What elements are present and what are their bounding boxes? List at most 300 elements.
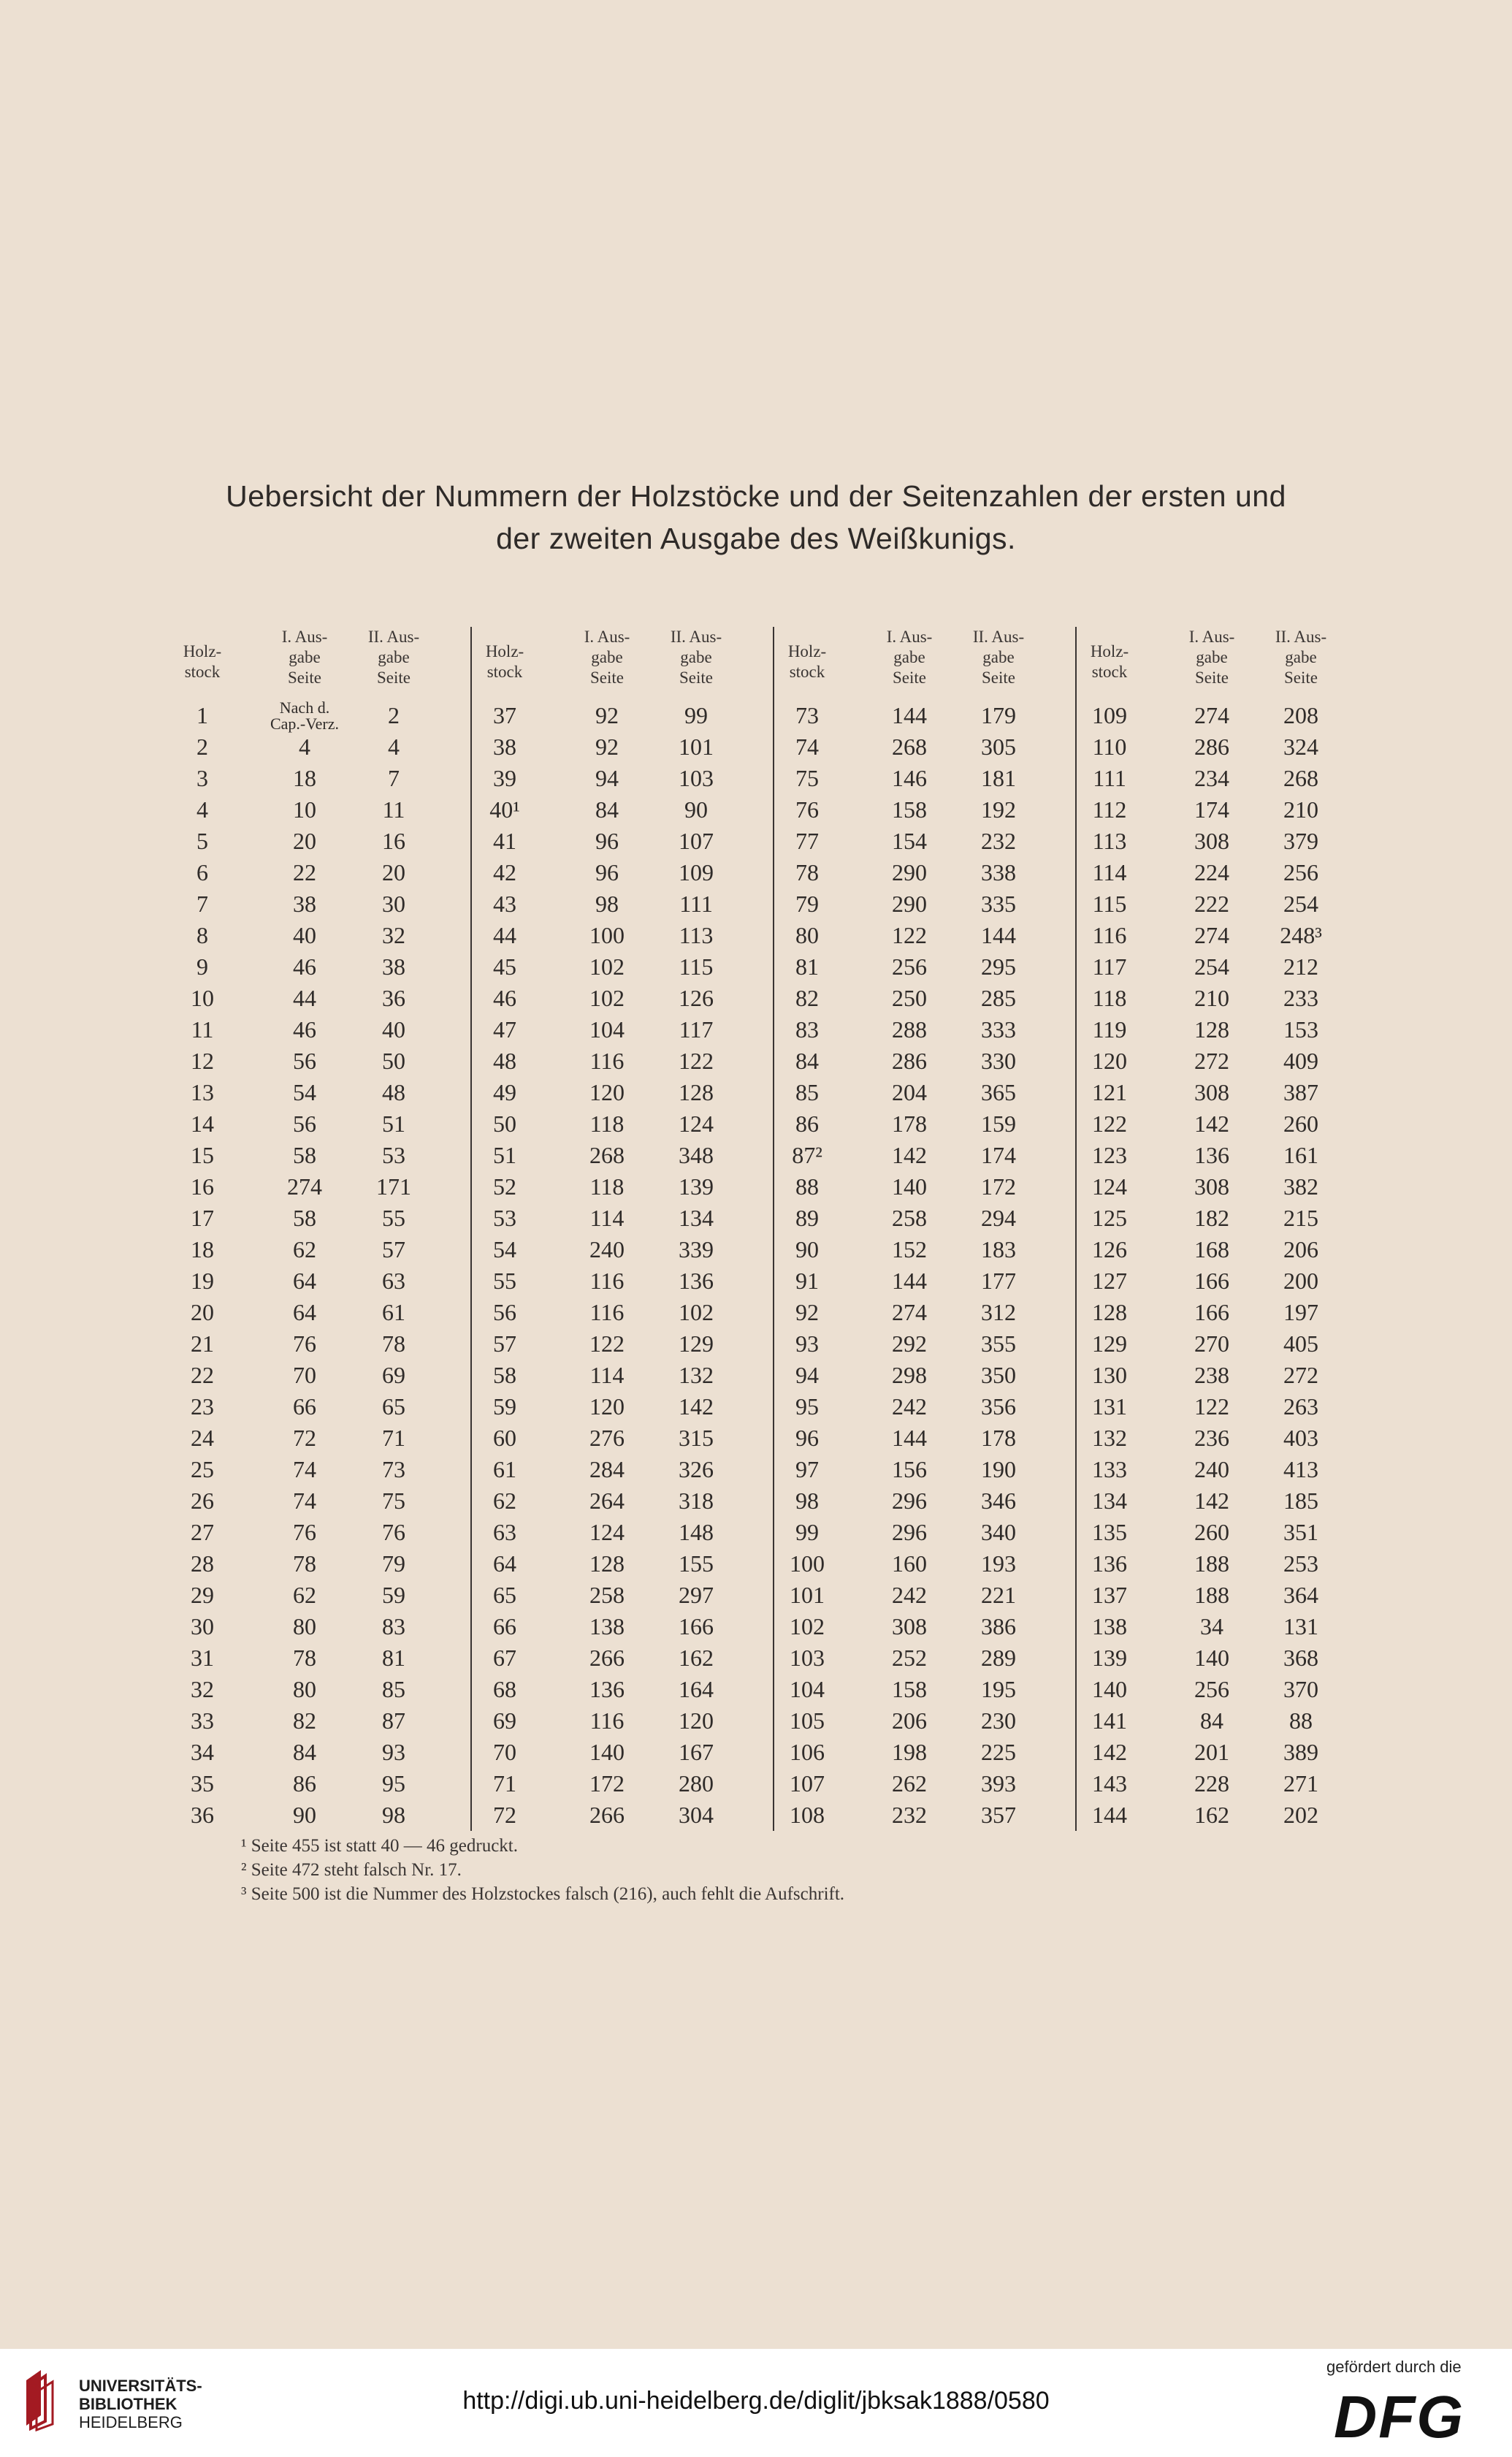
first-edition-page: 96 — [595, 859, 619, 885]
second-edition-page: 280 — [679, 1770, 714, 1797]
second-edition-page: 7 — [388, 765, 400, 791]
first-edition-page: 46 — [293, 1016, 316, 1043]
first-edition-page: 20 — [293, 828, 316, 854]
table-row — [472, 1360, 773, 1391]
table-block — [773, 627, 1075, 1831]
table-row — [774, 1045, 1075, 1077]
second-edition-page: 393 — [981, 1770, 1016, 1797]
first-edition-page: 120 — [589, 1079, 625, 1105]
holzstock-number: 23 — [191, 1393, 214, 1420]
holzstock-number: 131 — [1092, 1393, 1127, 1420]
first-edition-page: 82 — [293, 1707, 316, 1734]
concordance-table — [169, 627, 1378, 1831]
header-first-edition — [567, 627, 647, 688]
first-edition-page: 298 — [892, 1362, 927, 1388]
holzstock-number: 133 — [1092, 1456, 1127, 1482]
table-row — [774, 1674, 1075, 1705]
first-edition-page: 98 — [595, 891, 619, 917]
second-edition-page: 171 — [376, 1173, 411, 1200]
first-edition-page: 228 — [1194, 1770, 1229, 1797]
second-edition-page: 107 — [679, 828, 714, 854]
second-edition-page: 413 — [1283, 1456, 1318, 1482]
first-edition-page: 92 — [595, 734, 619, 760]
table-row — [169, 1768, 470, 1799]
holzstock-number: 47 — [493, 1016, 516, 1043]
table-row — [1077, 1328, 1378, 1360]
table-row — [774, 826, 1075, 857]
holzstock-number: 85 — [795, 1079, 819, 1105]
second-edition-page: 101 — [679, 734, 714, 760]
second-edition-page: 16 — [382, 828, 405, 854]
holzstock-number: 119 — [1092, 1016, 1127, 1043]
first-edition-page: 22 — [293, 859, 316, 885]
second-edition-page: 225 — [981, 1739, 1016, 1765]
holzstock-number: 122 — [1092, 1111, 1127, 1137]
first-edition-page: 308 — [1194, 1173, 1229, 1200]
table-row — [472, 1705, 773, 1737]
first-edition-page: 286 — [892, 1048, 927, 1074]
table-row — [169, 826, 470, 857]
table-row — [169, 1642, 470, 1674]
holzstock-number: 54 — [493, 1236, 516, 1262]
second-edition-page: 131 — [1283, 1613, 1318, 1639]
first-edition-page: 188 — [1194, 1550, 1229, 1577]
table-row — [1077, 1360, 1378, 1391]
second-edition-page: 167 — [679, 1739, 714, 1765]
holzstock-number: 16 — [191, 1173, 214, 1200]
holzstock-number: 129 — [1092, 1330, 1127, 1357]
table-row — [774, 794, 1075, 826]
footnote-3: ³ Seite 500 ist die Nummer des Holzstockes falsch (216), auch fehlt die Aufschrift. — [241, 1884, 845, 1904]
header-line: gabe — [1285, 648, 1317, 666]
first-edition-page: 274 — [1194, 922, 1229, 948]
first-edition-page: 258 — [589, 1582, 625, 1608]
second-edition-page: 142 — [679, 1393, 714, 1420]
second-edition-page: 285 — [981, 985, 1016, 1011]
table-row — [169, 1328, 470, 1360]
table-row — [1077, 1580, 1378, 1611]
first-edition-page: 104 — [589, 1016, 625, 1043]
first-edition-page: 284 — [589, 1456, 625, 1482]
header-second-edition — [354, 627, 434, 688]
holzstock-number: 14 — [191, 1111, 214, 1137]
holzstock-number: 91 — [795, 1268, 819, 1294]
table-row — [1077, 1265, 1378, 1297]
second-edition-page: 370 — [1283, 1676, 1318, 1702]
holzstock-number: 36 — [191, 1802, 214, 1828]
holzstock-number: 46 — [493, 985, 516, 1011]
holzstock-number: 93 — [795, 1330, 819, 1357]
second-edition-page: 389 — [1283, 1739, 1318, 1765]
first-edition-page: 308 — [892, 1613, 927, 1639]
second-edition-page: 174 — [981, 1142, 1016, 1168]
holzstock-number: 63 — [493, 1519, 516, 1545]
first-edition-page: 252 — [892, 1645, 927, 1671]
table-row — [774, 1454, 1075, 1485]
table-row — [774, 1705, 1075, 1737]
second-edition-page: 268 — [1283, 765, 1318, 791]
table-header — [1077, 627, 1378, 700]
first-edition-page: 204 — [892, 1079, 927, 1105]
first-edition-page: 270 — [1194, 1330, 1229, 1357]
first-edition-page: 114 — [589, 1362, 625, 1388]
first-edition-page: 116 — [589, 1268, 625, 1294]
holzstock-number: 67 — [493, 1645, 516, 1671]
second-edition-page: 210 — [1283, 796, 1318, 823]
second-edition-page: 53 — [382, 1142, 405, 1168]
second-edition-page: 83 — [382, 1613, 405, 1639]
table-row — [169, 763, 470, 794]
table-row — [472, 1077, 773, 1108]
holzstock-number: 135 — [1092, 1519, 1127, 1545]
first-edition-page: 34 — [1200, 1613, 1223, 1639]
table-row — [774, 1265, 1075, 1297]
second-edition-page: 379 — [1283, 828, 1318, 854]
table-row — [169, 1517, 470, 1548]
second-edition-page: 192 — [981, 796, 1016, 823]
holzstock-number: 140 — [1092, 1676, 1127, 1702]
second-edition-page: 122 — [679, 1048, 714, 1074]
table-row — [472, 1674, 773, 1705]
first-edition-page: 54 — [293, 1079, 316, 1105]
holzstock-number: 123 — [1092, 1142, 1127, 1168]
table-row — [774, 763, 1075, 794]
table-row — [774, 731, 1075, 763]
second-edition-page: 195 — [981, 1676, 1016, 1702]
holzstock-number: 112 — [1092, 796, 1127, 823]
first-edition-page: 144 — [892, 1268, 927, 1294]
holzstock-number: 30 — [191, 1613, 214, 1639]
first-edition-page: 94 — [595, 765, 619, 791]
holzstock-number: 42 — [493, 859, 516, 885]
table-row — [774, 857, 1075, 888]
holzstock-number: 110 — [1092, 734, 1127, 760]
holzstock-number: 41 — [493, 828, 516, 854]
holzstock-number: 12 — [191, 1048, 214, 1074]
holzstock-number: 102 — [790, 1613, 825, 1639]
second-edition-page: 232 — [981, 828, 1016, 854]
holzstock-number: 28 — [191, 1550, 214, 1577]
holzstock-number: 118 — [1092, 985, 1127, 1011]
second-edition-page: 87 — [382, 1707, 405, 1734]
table-row — [169, 1265, 470, 1297]
table-row — [1077, 763, 1378, 794]
header-line: Seite — [1195, 668, 1229, 687]
first-edition-page: 140 — [1194, 1645, 1229, 1671]
holzstock-number: 6 — [196, 859, 208, 885]
first-edition-page: 102 — [589, 953, 625, 980]
second-edition-page: 144 — [981, 922, 1016, 948]
second-edition-page: 206 — [1283, 1236, 1318, 1262]
first-edition-page: 238 — [1194, 1362, 1229, 1388]
first-edition-page: 290 — [892, 891, 927, 917]
table-row — [169, 1737, 470, 1768]
holzstock-number: 65 — [493, 1582, 516, 1608]
holzstock-number: 22 — [191, 1362, 214, 1388]
library-name-line-1: UNIVERSITÄTS- — [79, 2377, 202, 2395]
second-edition-page: 202 — [1283, 1802, 1318, 1828]
holzstock-number: 52 — [493, 1173, 516, 1200]
holzstock-number: 56 — [493, 1299, 516, 1325]
holzstock-number: 144 — [1092, 1802, 1127, 1828]
first-edition-page: 142 — [892, 1142, 927, 1168]
table-row — [1077, 951, 1378, 983]
first-edition-page: 114 — [589, 1205, 625, 1231]
holzstock-number: 98 — [795, 1487, 819, 1514]
second-edition-page: 162 — [679, 1645, 714, 1671]
footnote-1: ¹ Seite 455 ist statt 40 — 46 gedruckt. — [241, 1836, 518, 1856]
header-line: Seite — [982, 668, 1015, 687]
second-edition-page: 93 — [382, 1739, 405, 1765]
table-row — [774, 1140, 1075, 1171]
holzstock-number: 114 — [1092, 859, 1127, 885]
second-edition-page: 51 — [382, 1111, 405, 1137]
first-edition-page: 178 — [892, 1111, 927, 1137]
table-row — [472, 857, 773, 888]
second-edition-page: 120 — [679, 1707, 714, 1734]
holzstock-number: 59 — [493, 1393, 516, 1420]
second-edition-page: 330 — [981, 1048, 1016, 1074]
table-row — [1077, 1642, 1378, 1674]
second-edition-page: 185 — [1283, 1487, 1318, 1514]
holzstock-number: 81 — [795, 953, 819, 980]
holzstock-number: 71 — [493, 1770, 516, 1797]
first-edition-page: 160 — [892, 1550, 927, 1577]
table-row — [169, 1108, 470, 1140]
first-edition-page: 206 — [892, 1707, 927, 1734]
second-edition-page: 2 — [388, 702, 400, 728]
header-line: Seite — [893, 668, 926, 687]
second-edition-page: 178 — [981, 1425, 1016, 1451]
first-edition-page: 292 — [892, 1330, 927, 1357]
table-row — [774, 1328, 1075, 1360]
table-row — [774, 1203, 1075, 1234]
second-edition-page: 90 — [684, 796, 708, 823]
table-row — [472, 1014, 773, 1045]
table-row — [169, 700, 470, 731]
first-edition-page: 308 — [1194, 828, 1229, 854]
second-edition-page: 248³ — [1280, 922, 1322, 948]
second-edition-page: 159 — [981, 1111, 1016, 1137]
second-edition-page: 190 — [981, 1456, 1016, 1482]
holzstock-number: 69 — [493, 1707, 516, 1734]
second-edition-page: 55 — [382, 1205, 405, 1231]
holzstock-number: 62 — [493, 1487, 516, 1514]
holzstock-number: 130 — [1092, 1362, 1127, 1388]
table-row — [774, 1517, 1075, 1548]
first-edition-page: 136 — [589, 1676, 625, 1702]
first-edition-page: 274 — [1194, 702, 1229, 728]
table-row — [1077, 731, 1378, 763]
second-edition-page: 103 — [679, 765, 714, 791]
holzstock-number: 58 — [493, 1362, 516, 1388]
first-edition-page: 242 — [892, 1393, 927, 1420]
holzstock-number: 75 — [795, 765, 819, 791]
table-row — [169, 1171, 470, 1203]
table-row — [774, 1737, 1075, 1768]
holzstock-number: 2 — [196, 734, 208, 760]
header-holzstock — [1077, 641, 1142, 682]
table-row — [472, 1234, 773, 1265]
holzstock-number: 43 — [493, 891, 516, 917]
table-row — [169, 1297, 470, 1328]
table-row — [1077, 1234, 1378, 1265]
holzstock-number: 26 — [191, 1487, 214, 1514]
first-edition-page: 240 — [1194, 1456, 1229, 1482]
first-edition-page: 64 — [293, 1268, 316, 1294]
second-edition-page: 99 — [684, 702, 708, 728]
second-edition-page: 98 — [382, 1802, 405, 1828]
holzstock-number: 137 — [1092, 1582, 1127, 1608]
second-edition-page: 254 — [1283, 891, 1318, 917]
table-row — [1077, 1391, 1378, 1422]
holzstock-number: 116 — [1092, 922, 1127, 948]
table-row — [1077, 1140, 1378, 1171]
table-row — [1077, 1203, 1378, 1234]
second-edition-page: 333 — [981, 1016, 1016, 1043]
first-edition-page: 100 — [589, 922, 625, 948]
first-edition-page: 124 — [589, 1519, 625, 1545]
table-row — [169, 1580, 470, 1611]
table-row — [472, 794, 773, 826]
table-row — [169, 794, 470, 826]
second-edition-page: 193 — [981, 1550, 1016, 1577]
holzstock-number: 17 — [191, 1205, 214, 1231]
header-line: Seite — [288, 668, 321, 687]
holzstock-number: 29 — [191, 1582, 214, 1608]
second-edition-page: 124 — [679, 1111, 714, 1137]
holzstock-number: 120 — [1092, 1048, 1127, 1074]
header-line: gabe — [893, 648, 925, 666]
header-line: stock — [486, 663, 523, 681]
first-edition-page: 274 — [892, 1299, 927, 1325]
first-edition-page: 62 — [293, 1582, 316, 1608]
second-edition-page: 294 — [981, 1205, 1016, 1231]
second-edition-page: 50 — [382, 1048, 405, 1074]
second-edition-page: 134 — [679, 1205, 714, 1231]
second-edition-page: 179 — [981, 702, 1016, 728]
table-row — [1077, 1171, 1378, 1203]
holzstock-number: 103 — [790, 1645, 825, 1671]
first-edition-page: 118 — [589, 1111, 625, 1137]
holzstock-number: 21 — [191, 1330, 214, 1357]
table-row — [774, 1768, 1075, 1799]
holzstock-number: 10 — [191, 985, 214, 1011]
holzstock-number: 34 — [191, 1739, 214, 1765]
header-first-edition — [1172, 627, 1252, 688]
first-edition-page: 118 — [589, 1173, 625, 1200]
table-row — [472, 1799, 773, 1831]
table-block — [470, 627, 773, 1831]
first-edition-page: 56 — [293, 1111, 316, 1137]
first-edition-page: 182 — [1194, 1205, 1229, 1231]
first-edition-page: 288 — [892, 1016, 927, 1043]
table-header — [169, 627, 470, 700]
second-edition-page: 272 — [1283, 1362, 1318, 1388]
holzstock-number: 11 — [191, 1016, 214, 1043]
table-row — [472, 1391, 773, 1422]
footnote-2: ² Seite 472 steht falsch Nr. 17. — [241, 1860, 462, 1880]
first-edition-page: 116 — [589, 1299, 625, 1325]
holzstock-number: 84 — [795, 1048, 819, 1074]
holzstock-number: 78 — [795, 859, 819, 885]
first-edition-page: 210 — [1194, 985, 1229, 1011]
holzstock-number: 70 — [493, 1739, 516, 1765]
header-line: Holz- — [1090, 642, 1129, 660]
holzstock-number: 108 — [790, 1802, 825, 1828]
table-row — [774, 1171, 1075, 1203]
first-edition-page: 78 — [293, 1550, 316, 1577]
first-edition-page: 256 — [1194, 1676, 1229, 1702]
holzstock-number: 104 — [790, 1676, 825, 1702]
second-edition-page: 221 — [981, 1582, 1016, 1608]
table-row — [472, 1768, 773, 1799]
second-edition-page: 32 — [382, 922, 405, 948]
table-row — [774, 700, 1075, 731]
holzstock-number: 141 — [1092, 1707, 1127, 1734]
first-edition-page: 86 — [293, 1770, 316, 1797]
second-edition-page: 304 — [679, 1802, 714, 1828]
table-row — [472, 731, 773, 763]
second-edition-page: 233 — [1283, 985, 1318, 1011]
holzstock-number: 24 — [191, 1425, 214, 1451]
table-row — [1077, 1674, 1378, 1705]
first-edition-page: 162 — [1194, 1802, 1229, 1828]
second-edition-page: 271 — [1283, 1770, 1318, 1797]
first-edition-page: 122 — [1194, 1393, 1229, 1420]
second-edition-page: 88 — [1289, 1707, 1313, 1734]
first-edition-page: 44 — [293, 985, 316, 1011]
header-line: I. Aus- — [584, 628, 630, 646]
table-row — [472, 1517, 773, 1548]
table-row — [1077, 1768, 1378, 1799]
second-edition-page: 346 — [981, 1487, 1016, 1514]
holzstock-number: 4 — [196, 796, 208, 823]
first-edition-page: 140 — [589, 1739, 625, 1765]
second-edition-page: 405 — [1283, 1330, 1318, 1357]
table-row — [472, 1454, 773, 1485]
second-edition-page: 348 — [679, 1142, 714, 1168]
table-row — [472, 1045, 773, 1077]
header-line: gabe — [1196, 648, 1228, 666]
second-edition-page: 339 — [679, 1236, 714, 1262]
first-edition-page: 232 — [892, 1802, 927, 1828]
second-edition-page: 256 — [1283, 859, 1318, 885]
holzstock-number: 27 — [191, 1519, 214, 1545]
first-edition-page: 66 — [293, 1393, 316, 1420]
holzstock-number: 100 — [790, 1550, 825, 1577]
second-edition-page: 57 — [382, 1236, 405, 1262]
table-row — [774, 1360, 1075, 1391]
table-row — [774, 920, 1075, 951]
table-row — [774, 951, 1075, 983]
holzstock-number: 76 — [795, 796, 819, 823]
table-row — [1077, 1737, 1378, 1768]
first-edition-page: 58 — [293, 1142, 316, 1168]
header-line: stock — [184, 663, 221, 681]
second-edition-page: 409 — [1283, 1048, 1318, 1074]
table-row — [472, 700, 773, 731]
table-row — [774, 888, 1075, 920]
holzstock-number: 13 — [191, 1079, 214, 1105]
second-edition-page: 148 — [679, 1519, 714, 1545]
source-url[interactable]: http://digi.ub.uni-heidelberg.de/diglit/jbksak1888/0580 — [462, 2387, 1050, 2415]
table-row — [472, 888, 773, 920]
second-edition-page: 136 — [679, 1268, 714, 1294]
first-edition-page: 140 — [892, 1173, 927, 1200]
holzstock-number: 45 — [493, 953, 516, 980]
holzstock-number: 138 — [1092, 1613, 1127, 1639]
